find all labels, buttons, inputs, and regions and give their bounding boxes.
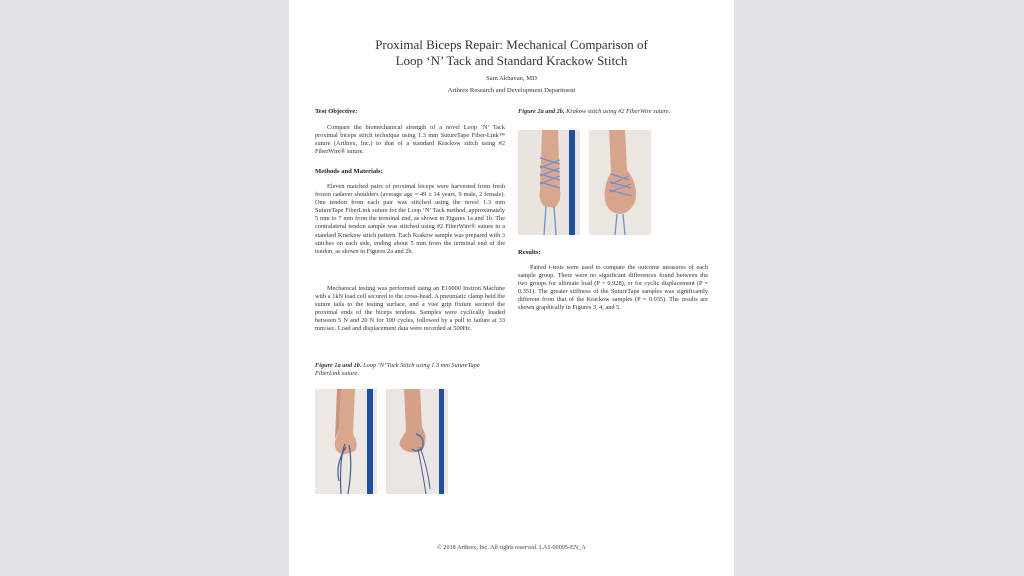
figure-1b-photo [386, 389, 448, 494]
paper-title-line-2: Loop ‘N’ Tack and Standard Krackow Stitch [395, 53, 628, 68]
document-page [289, 0, 734, 576]
paper-title-line-1: Proximal Biceps Repair: Mechanical Comparison of [375, 37, 648, 52]
figure-1-caption-text: Loop ‘N’ Tack Stitch using 1.3 mm SutureTape FiberLink suture. [315, 362, 480, 378]
results-text: Paired t-tests were used to compare the outcome measures of each sample group. There were no significant differences found between the two groups for ultimate load (P = 0.928), or for cyclic displacement (P = 0.351). The greater stiffness of the SutureTape samples was significantly different from that of the Krackow samples (P = 0.035). The results are shown graphically in Figures 3, 4, and 5. [518, 264, 708, 312]
affiliation: Arthrex Research and Development Department [447, 87, 576, 94]
methods-heading: Methods and Materials: [315, 168, 383, 175]
figure-2-label: Figure 2a and 2b. [518, 108, 565, 115]
figure-2-caption [518, 108, 718, 116]
copyright-footer: © 2018 Arthrex, Inc. All rights reserved. LA1-00095-EN_A [437, 544, 586, 551]
figure-1-caption [315, 362, 505, 378]
author: Sam Akhavan, MD [486, 75, 537, 82]
methods-paragraph-2: Mechanical testing was performed using an E10000 Instron Machine with a 1kN load cell secured to the cross-head. A pneumatic clamp held the suture tails to the testing surface, and a vise grip fixture secured the proximal ends of the biceps tendons. Samples were cyclically loaded between 5 N and 20 N for 100 cycles, followed by a pull to failure at 33 mm/sec. Load and displacement data were recorded at 500Hz. [315, 285, 505, 333]
figure-1-label: Figure 1a and 1b. [315, 362, 362, 369]
figure-2b-photo [589, 130, 651, 235]
figure-2-caption-text: Krakow stitch using #2 FiberWire suture. [566, 108, 671, 115]
objective-text: Compare the biomechanical strength of a novel Loop ‘N’ Tack proximal biceps stitch technique using 1.3 mm SutureTape Fiber-Link™ suture (Arthrex, Inc.) to that of a standard Krackow stitch using #2 FiberWire® suture. [315, 124, 505, 156]
figure-1a-photo [315, 389, 377, 494]
objective-heading: Test Objective: [315, 108, 358, 115]
figure-2a-photo [518, 130, 580, 235]
results-heading: Results: [518, 249, 541, 256]
methods-paragraph-1: Eleven matched pairs of proximal biceps were harvested from fresh frozen cadaver shoulders (average age = 49 ± 14 years, 9 male, 2 female). One tendon from each pair was stitched using the novel 1.3 mm SutureTape FiberLink suture for the Loop ‘N’ Tack method, approximately 5 mm to 7 mm from the terminal end, as shown in Figures 1a and 1b. The contralateral tendon sample was stitched using #2 FiberWire® suture in a standard Krackow stitch pattern. Each Krakow sample was prepared with 3 stitches on each side, ending about 5 mm from the terminal end of the tendon, as shown in Figures 2a and 2b. [315, 183, 505, 255]
